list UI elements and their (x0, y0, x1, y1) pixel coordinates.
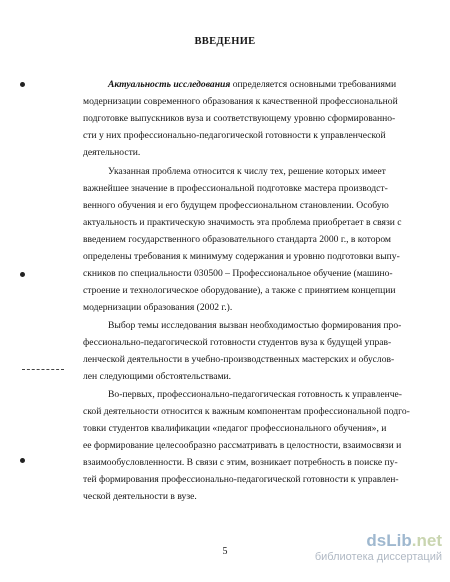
text-line: лен следующими обстоятельствами. (83, 371, 232, 382)
intro-rest: определяется основными требованиями (230, 79, 397, 90)
text-line: Во-первых, профессионально-педагогическая готовность к управленче- (108, 389, 402, 400)
text-line: модернизации современного образования к качественной профессиональной (83, 96, 398, 107)
text-line: товки студентов квалификации «педагог профессионального обучения», и (83, 423, 387, 434)
text-line: венного обучения и его будущем профессиональном становлении. Особую (83, 200, 389, 211)
text-line: фессионально-педагогической готовности студентов вуза к будущей управ- (83, 337, 392, 348)
text-line: взаимообусловленности. В связи с этим, возникает потребность в поиске пу- (83, 457, 398, 468)
page-number: 5 (222, 546, 228, 557)
text-line: ее формирование целесообразно рассматривать в целостности, взаимосвязи и (83, 440, 402, 451)
text-line: важнейшее значение в профессиональной подготовке мастера производст- (83, 183, 388, 194)
watermark (315, 532, 442, 564)
watermark-logo-main: dsLib (366, 531, 412, 550)
binding-hole-mark (20, 272, 25, 277)
text-line: сти у них профессионально-педагогической готовности к управленческой (83, 130, 386, 141)
page-title: ВВЕДЕНИЕ (194, 36, 256, 47)
text-line: ской деятельности относится к важным компонентам профессиональной подго- (83, 406, 410, 417)
text-line: тей формирования профессионально-педагогической готовности к управлен- (83, 474, 399, 485)
watermark-logo (315, 532, 442, 550)
text-line: актуальность и практическую значимость эта проблема приобретает в связи с (83, 217, 402, 228)
scan-dash-mark (22, 369, 64, 370)
text-line: введением государственного образовательного стандарта 2000 г., в котором (83, 234, 392, 245)
binding-hole-mark (20, 458, 25, 463)
watermark-subtitle: библиотека диссертаций (314, 551, 442, 563)
text-line: строение и технологическое оборудование), а также с принятием концепции (83, 285, 396, 296)
binding-hole-mark (20, 82, 25, 87)
text-line: ческой деятельности в вузе. (83, 491, 197, 502)
text-line: деятельности. (83, 147, 141, 158)
text-line: Выбор темы исследования вызван необходимостью формирования про- (108, 320, 402, 331)
text-line: модернизации образования (2002 г.). (83, 302, 233, 313)
intro-line (108, 79, 396, 91)
text-line: подготовке выпускников вуза и соответствующему уровню сформированно- (83, 113, 396, 124)
text-line: скников по специальности 030500 – Профессиональное обучение (машино- (83, 268, 393, 279)
text-line: определены требования к минимуму содержания и уровню подготовки выпу- (83, 251, 400, 262)
text-line: Указанная проблема относится к числу тех, решение которых имеет (108, 166, 386, 177)
intro-emphasis: Актуальность исследования (108, 79, 231, 90)
watermark-logo-tld: .net (411, 531, 442, 550)
text-line: ленческой деятельности в учебно-производственных мастерских и обуслов- (83, 354, 395, 365)
